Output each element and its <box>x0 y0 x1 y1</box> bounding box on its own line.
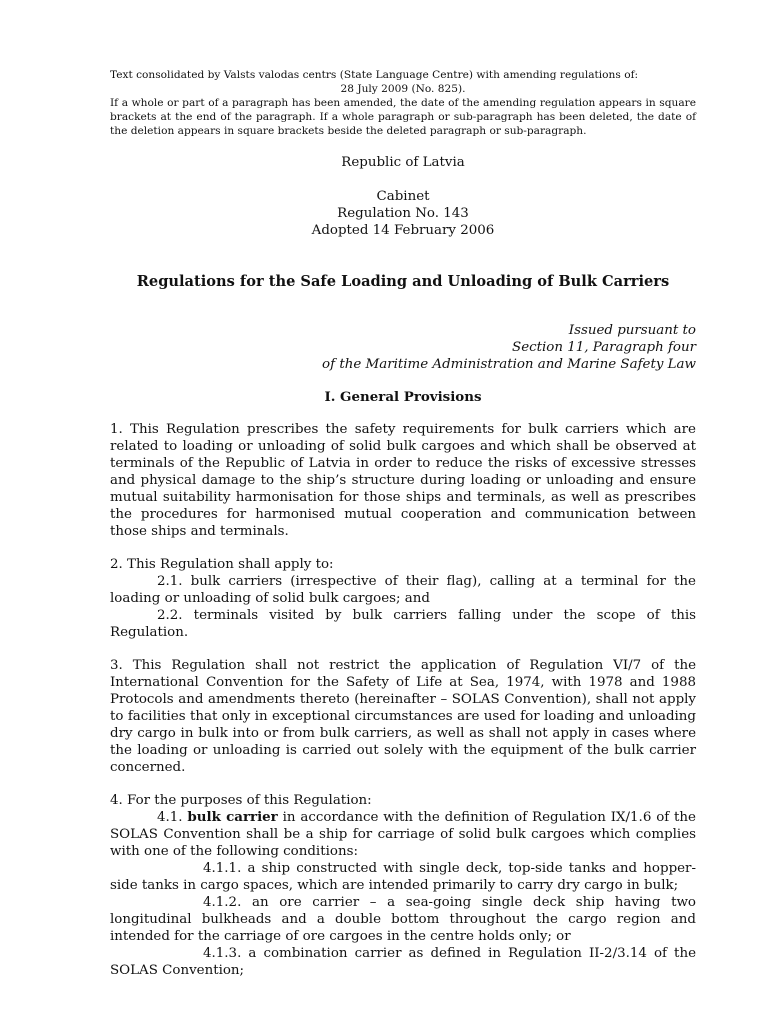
cabinet-line: Cabinet <box>376 189 430 204</box>
republic-heading: Republic of Latvia <box>341 155 465 170</box>
consolidation-note <box>110 68 696 138</box>
paragraph-3: 3. This Regulation shall not restrict the application of Regulation VI/7 of the International Convention for the Safety of Life at Sea, 1974, with 1978 and 1988 Protocols and amendments thereto (hereinafter – SOLAS Convention), shall not apply to facilities that only in exceptional circumstances are used for loading and unloading dry cargo in bulk into or from bulk carriers, as well as shall not apply in cases where the loading or unloading is carried out solely with the equipment of the bulk carrier concerned. <box>110 658 696 775</box>
paragraph-4-1 <box>110 809 696 860</box>
paragraph-1: 1. This Regulation prescribes the safety requirements for bulk carriers which are related to loading or unloading of solid bulk cargoes and which shall be observed at terminals of the Republic of Latvia in order to reduce the risks of excessive stresses and physical damage to the ship’s structure during loading or unloading and ensure mutual suitability harmonisation for those ships and terminals, as well as prescribes the procedures for harmonised mutual cooperation and communication between those ships and terminals. <box>110 422 696 539</box>
regulation-number: Regulation No. 143 <box>337 206 469 221</box>
issued-line1: Issued pursuant to <box>568 323 696 338</box>
paragraph-2-2: 2.2. terminals visited by bulk carriers falling under the scope of this Regulation. <box>110 608 696 640</box>
cabinet-block <box>110 188 696 239</box>
paragraph-4-1-number: 4.1. <box>157 810 183 825</box>
issued-line3: of the Maritime Administration and Marine Safety Law <box>322 357 696 372</box>
section-heading: I. General Provisions <box>324 389 482 405</box>
issued-line2: Section 11, Paragraph four <box>512 340 696 355</box>
paragraph-4: 4. For the purposes of this Regulation: <box>110 793 372 808</box>
consolidation-note-date: 28 July 2009 (No. 825). <box>340 83 466 95</box>
adoption-date: Adopted 14 February 2006 <box>311 223 495 238</box>
document-title: Regulations for the Safe Loading and Unloading of Bulk Carriers <box>136 273 670 290</box>
bulk-carrier-term: bulk carrier <box>187 809 278 825</box>
paragraph-4-1-text: in accordance with the definition of Regulation IX/1.6 of the SOLAS Convention shall be a ship for carriage of solid bulk cargoes which complies with one of the following conditions: <box>110 810 696 859</box>
issued-pursuant-block <box>110 322 696 373</box>
consolidation-note-line1: Text consolidated by Valsts valodas centrs (State Language Centre) with amending regulations of: <box>110 69 639 81</box>
paragraph-4-1-2: 4.1.2. an ore carrier – a sea-going single deck ship having two longitudinal bulkheads and a double bottom throughout the cargo region and intended for the carriage of ore cargoes in the centre holds only; or <box>110 895 696 944</box>
paragraph-4-1-1: 4.1.1. a ship constructed with single deck, top-side tanks and hopper-side tanks in cargo spaces, which are intended primarily to carry dry cargo in bulk; <box>110 861 696 893</box>
paragraph-2-1: 2.1. bulk carriers (irrespective of their flag), calling at a terminal for the loading or unloading of solid bulk cargoes; and <box>110 574 696 606</box>
document-page <box>110 68 696 979</box>
paragraph-4-1-3: 4.1.3. a combination carrier as defined in Regulation II-2/3.14 of the SOLAS Convention; <box>110 946 696 978</box>
paragraph-2: 2. This Regulation shall apply to: <box>110 557 334 572</box>
consolidation-note-explanation: If a whole or part of a paragraph has been amended, the date of the amending regulation appears in square brackets at the end of the paragraph. If a whole paragraph or sub-paragraph has been deleted, the date of the deletion appears in square brackets beside the deleted paragraph or sub-paragraph. <box>110 97 696 137</box>
